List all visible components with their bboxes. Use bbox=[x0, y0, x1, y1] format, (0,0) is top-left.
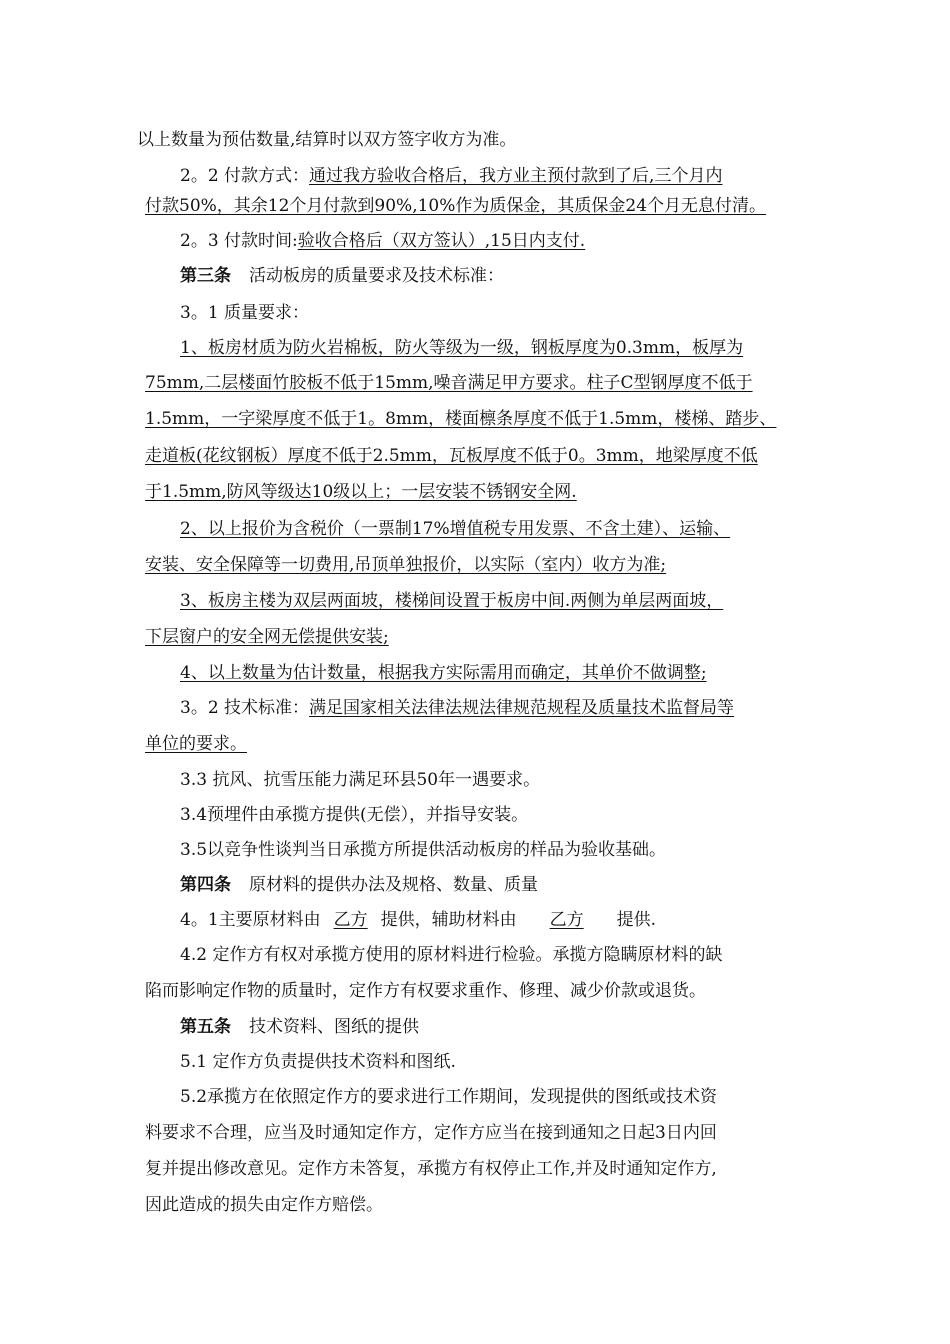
clause-5-title: 技术资料、图纸的提供 bbox=[249, 1017, 419, 1037]
quality-item-2-line: 2、以上报价为含税价（一票制17%增值税专用发票、不含土建）、运输、 bbox=[180, 519, 731, 539]
clause-4-number: 第四条 bbox=[180, 875, 231, 895]
technical-standard-line bbox=[180, 697, 734, 719]
material-supply-prefix: 4。1主要原材料由 bbox=[180, 910, 321, 930]
quality-item-3-line: 下层窗户的安全网无偿提供安装; bbox=[145, 627, 389, 647]
clause-3-heading bbox=[180, 265, 504, 287]
quality-item-1-line: 1.5mm，一字梁厚度不低于1。8mm，楼面檩条厚度不低于1.5mm，楼梯、踏步、 bbox=[145, 409, 777, 429]
quality-requirements-label: 3。1 质量要求： bbox=[180, 303, 310, 323]
quality-item-1-line: 75mm,二层楼面竹胶板不低于15mm,噪音满足甲方要求。柱子C型钢厚度不低于 bbox=[145, 373, 753, 393]
payment-time-value: 验收合格后（双方签认）,15日内支付. bbox=[297, 231, 586, 251]
wind-snow-requirement: 3.3 抗风、抗雪压能力满足环县50年一遇要求。 bbox=[180, 770, 541, 790]
payment-method-value: 通过我方验收合格后，我方业主预付款到了后,三个月内 bbox=[309, 166, 723, 186]
drawings-issue-line: 料要求不合理，应当及时通知定作方，定作方应当在接到通知之日起3日内回 bbox=[145, 1123, 717, 1143]
quality-item-4: 4、以上数量为估计数量，根据我方实际需用而确定，其单价不做调整; bbox=[180, 663, 707, 683]
clause-5-number: 第五条 bbox=[180, 1017, 231, 1037]
clause-3-title: 活动板房的质量要求及技术标准： bbox=[249, 266, 504, 286]
payment-method-line bbox=[180, 165, 722, 187]
aux-material-supplier: 乙方 bbox=[549, 910, 584, 930]
payment-time-line bbox=[180, 230, 585, 252]
drawings-issue-line: 5.2承揽方在依照定作方的要求进行工作期间，发现提供的图纸或技术资 bbox=[180, 1087, 718, 1107]
technical-standard-value-cont: 单位的要求。 bbox=[145, 734, 247, 754]
clause-4-heading bbox=[180, 874, 538, 896]
material-inspection-line: 4.2 定作方有权对承揽方使用的原材料进行检验。承揽方隐瞒原材料的缺 bbox=[180, 945, 723, 965]
drawings-issue-line: 复并提出修改意见。定作方未答复，承揽方有权停止工作,并及时通知定作方, bbox=[145, 1159, 717, 1179]
quality-item-1-line: 走道板(花纹钢板）厚度不低于2.5mm，瓦板厚度不低于0。3mm，地梁厚度不低 bbox=[145, 446, 758, 466]
clause-3-number: 第三条 bbox=[180, 266, 231, 286]
material-supply-suffix: 提供. bbox=[616, 910, 657, 930]
quality-item-1-line: 于1.5mm,防风等级达10级以上；一层安装不锈钢安全网. bbox=[145, 482, 577, 502]
quality-item-1-line: 1、板房材质为防火岩棉板，防火等级为一级，钢板厚度为0.3mm，板厚为 bbox=[180, 338, 744, 358]
technical-standard-label: 3。2 技术标准： bbox=[180, 698, 310, 718]
drawings-provision-note: 5.1 定作方负责提供技术资料和图纸. bbox=[180, 1052, 456, 1072]
quality-item-3-line: 3、板房主楼为双层两面坡，楼梯间设置于板房中间.两侧为单层两面坡， bbox=[180, 591, 724, 611]
drawings-issue-line: 因此造成的损失由定作方赔偿。 bbox=[145, 1195, 383, 1215]
quantity-note: 以上数量为预估数量,结算时以双方签字收方为准。 bbox=[137, 130, 517, 150]
clause-4-title: 原材料的提供办法及规格、数量、质量 bbox=[249, 875, 538, 895]
material-supply-mid: 提供，辅助材料由 bbox=[380, 910, 517, 930]
clause-5-heading bbox=[180, 1016, 419, 1038]
technical-standard-value: 满足国家相关法律法规法律规范规程及质量技术监督局等 bbox=[309, 698, 735, 718]
quality-item-2-line: 安装、安全保障等一切费用,吊顶单独报价，以实际（室内）收方为准; bbox=[145, 555, 667, 575]
main-material-supplier: 乙方 bbox=[333, 910, 368, 930]
payment-method-label: 2。2 付款方式： bbox=[180, 166, 310, 186]
payment-method-value-cont: 付款50%，其余12个月付款到90%,10%作为质保金，其质保金24个月无息付清。 bbox=[145, 196, 767, 216]
material-inspection-line: 陷而影响定作物的质量时，定作方有权要求重作、修理、减少价款或退货。 bbox=[145, 981, 706, 1001]
acceptance-basis-note: 3.5以竞争性谈判当日承揽方所提供活动板房的样品为验收基础。 bbox=[180, 840, 667, 860]
material-supply-line bbox=[180, 909, 656, 931]
embedded-parts-note: 3.4预埋件由承揽方提供(无偿），并指导安装。 bbox=[180, 805, 529, 825]
payment-time-label: 2。3 付款时间: bbox=[180, 231, 298, 251]
